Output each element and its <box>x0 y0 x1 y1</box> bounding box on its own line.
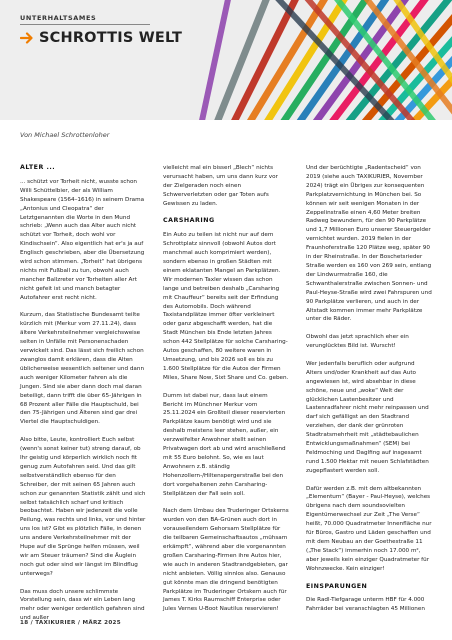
section-heading-carsharing: CARSHARING <box>163 217 215 225</box>
paragraph: Wer jedenfalls beruflich oder aufgrund Alters und/oder Krankheit auf das Auto angewiesen ist, wird absehbar in diese schöne, neue und „woke“ Welt der glücklichen Lastenbesitzer und Lastenradfahrer nicht mehr reinpassen und darf sich gefälligst an den Stadtrand verziehen, der dank der grünroten Stadtratsmehrheit mit „städtebaulichen Entwicklungsmaßnahmen“ (SEM) bei Feldmoching und Daglfing auf insgesamt rund 1.500 Hektar mit neuen Schlafstädten zugepflastert werden soll. <box>306 360 429 474</box>
right-arrow-icon <box>20 31 34 45</box>
paragraph: Kurzum, das Statistische Bundesamt teilte kürzlich mit (Merkur vom 27.11.24), dass ältere Verkehrsteilnehmer vergleichsweise selten in Unfälle mit Personenschaden verwickelt sind. Das lässt sich freilich schon zwanglos damit erklären, dass die Alten üblicherweise wesentlich seltener und dann auch weniger Kilometer fahren als die Jungen. Sind sie aber dann doch mal daran beteiligt, dann trifft die über 65-Jährigen in 68 Prozent aller Fälle die Hauptschuld, bei den 75-Jährigen und Älteren sind gar drei Viertel die Hauptschuldigen. <box>20 312 145 426</box>
paragraph: Dafür werden z.B. mit dem altbekannten „Elementum“ (Bayer - Paul-Heyse), welches übrigens nach dem soundsovielten Eigentümerwechsel zur Zeit „The Verse“ heißt, 70.000 Quadratmeter Innenfläche nur für Büros, Gastro und Läden geschaffen und mit dem Neubau an der Goethestraße 11 („The Stack“) immerhin noch 17.000 m², aber jeweils kein einziger Quadratmeter für Wohnzwecke. Kein einziger! <box>306 485 432 572</box>
paragraph: Obwohl das jetzt sprachlich eher ein verunglücktes Bild ist. Wurscht! <box>306 334 409 350</box>
title-row <box>20 30 182 46</box>
paragraph: ... schützt vor Torheit nicht, wusste schon Willi Schüttelbier, der als William Shakespeare (1564–1616) in seinem Drama „Antonius und Cleopatra“ der Letztgenannten die Worte in den Mund schrieb: „Wenn auch das Alter auch nicht schützt vor Torheit, doch wohl vor Kindischsein“. Also eigentlich hat er's ja auf Englisch geschrieben, aber die Übersetzung wird schon stimmen. „Torheit“ hat übrigens nichts mit Fußball zu tun, obwohl auch mancher Ballzreter vor Torheiten aller Art nicht gefeit ist und manch betagter Autofahrer erst recht nicht. <box>20 178 145 301</box>
paragraph: Und der berüchtigte „Radentscheid“ von 2019 (siehe auch TAXIKURIER, November 2024) trägt ein Übriges zur konsequenten Parkplatzvernichtung in München bei. So können wir seit wenigen Monaten in der Zeppelinstraße einen 4,60 Meter breiten Radweg bewundern, für den 90 Parkplätze und 1,7 Millionen Euro unserer Steuergelder vernichtet wurden. 2019 fielen in der Fraunhoferstraße 120 Plätze weg, später 90 in der Rheinstraße. In der Boschetsrieder Straße werden es 160 von 269 sein, entlang der Lindwurmstraße 160, die Schwanthalerstraße zwischen Sonnen- und Paul-Heyse-Straße wird zwei Fahrspuren und 90 Parkplätze verlieren, und auch in der Altstadt kommen immer mehr Parkplätze unter die Räder. <box>306 165 432 323</box>
column-3 <box>306 164 432 623</box>
column-1 <box>20 164 146 632</box>
author-byline: Von Michael Schrottenloher <box>20 131 110 139</box>
header-banner <box>0 0 452 120</box>
column-2 <box>163 164 289 623</box>
section-divider <box>20 24 150 25</box>
paragraph: Also bitte, Leute, kontrolliert Euch selbst (wenn's sonst keiner tut) streng darauf, ob Ihr geistig und körperlich wirklich noch fit genug zum Autofahren seid. Und das gilt selbstverständlich ebenso für den Schreiber, der mit seinen 65 Jahren auch schon zur genannten Statistik zählt und sich selbst tatsächlich scharf und kritisch beobachtet. Haben wir jedenzeit die volle Peilung, was rechts und links, vor und hinter uns los ist? Gibt es plötzlich Fälle, in denen uns andere Verkehrsteilnehmer mit der Hupe auf die Sprünge helfen müssen, weil wir am Steuer träumen? Sind die Äuglein noch gut oder sind wir längst im Blindflug unterwegs? <box>20 437 146 577</box>
section-heading-einsparungen: EINSPARUNGEN <box>306 582 368 590</box>
paragraph: Das muss doch unsere schlimmste Vorstellung sein, dass wir ein Leben lang mehr oder weniger ordentlich gefahren sind und außer <box>20 588 145 622</box>
page-footer: 18 / TAXIKURIER / MÄRZ 2025 <box>20 620 121 626</box>
paragraph: Ein Auto zu teilen ist nicht nur auf dem Schrottplatz sinnvoll (obwohl Autos dort manchmal auch komprimiert werden), sondern ebenso in großen Städten mit einem eklatanten Mangel an Parkplätzen. Wir modernen Taxler wissen das schon lange und betreiben deshalb „Carsharing mit Chauffeur“ bereits seit der Erfindung des Automobils. Doch während Taxistandplätze immer öfter verkleinert oder ganz abgeschafft werden, hat die Stadt München bis Ende letzten Jahres schon 442 Stellplätze für solche Carsharing-Autos geschaffen, 80 weitere waren in Umsetzung, und bis 2026 soll es bis zu 1.600 Stellplätze für die Autos der Firmen Miles, Share Now, Sixt Share und Co. geben. <box>163 232 289 381</box>
section-heading-alter: ALTER ... <box>20 164 56 171</box>
paragraph: Die Radl-Tiefgarage unterm HBF für 4.000 Fahrräder bei veranschlagten 45 Millionen <box>306 597 425 613</box>
paragraph: Dumm ist dabei nur, dass laut einem Bericht im Münchner Merkur vom 25.11.2024 ein Großteil dieser reservierten Parkplätze kaum benötigt wird und sie deshalb meistens leer stehen, außer, ein verzweifelter Anwohner stellt seinen Privatwagen dort ab und wird anschließend mit 55 Euro belohnt. So, wie es laut Anwohnern z.B. ständig Hohenzollern-/Hiltenspergerstraße bei den dort vorgehaltenen zehn Carsharing-Stellplätzen der Fall sein soll. <box>163 392 286 497</box>
section-label: UNTERHALTSAMES <box>20 14 97 22</box>
page-title: SCHROTTIS WELT <box>39 30 183 46</box>
paragraph: vielleicht mal ein bisserl „Blech“ nichts verursacht haben, um uns dann kurz vor der Zielgeraden noch einen Schwerverletzten oder gar Toten aufs Gewissen zu laden. <box>163 165 278 207</box>
paragraph: Nach dem Umbau des Truderinger Ortskerns wurden von den BA-Grünen auch dort in vorauseilendem Gehorsam Stellplätze für die teilbaren Gemeinschaftsautos „mühsam erkämpft“, während aber die vorgenannten großen Carsharing-Firmen ihre Autos hier, wie auch in anderen Stadtrandgebieten, gar nicht anbieten. Völlig sinnlos also. Genauso gut könnte man die dringend benötigten Parkplätze im Truderinger Ortskern auch für James T. Kirks Raumschiff Enterprise oder Jules Vernes U-Boot Nautilus reservieren! <box>163 508 289 613</box>
